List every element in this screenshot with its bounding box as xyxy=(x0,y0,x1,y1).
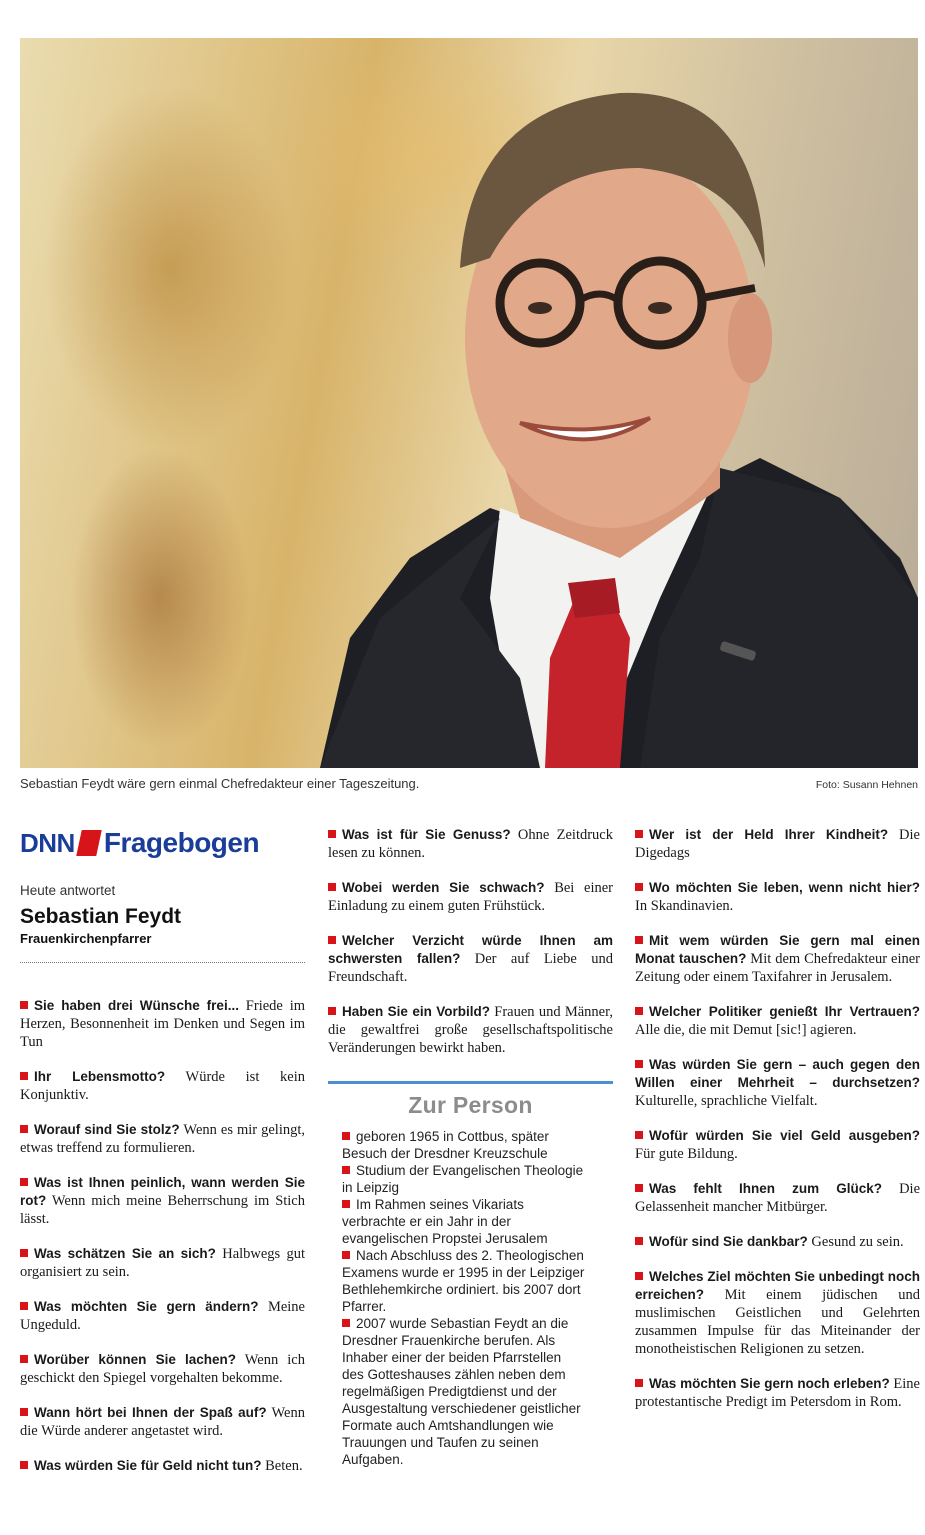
red-square-bullet-icon xyxy=(342,1132,350,1140)
question-text: Was würden Sie für Geld nicht tun? xyxy=(34,1458,262,1473)
answer-text: Mit dem Chefredakteur einer Zeitung oder einem Taxifahrer in Jerusalem. xyxy=(635,951,920,985)
answer-text: Friede im Herzen, Besonnenheit im Denken und Segen im Tun xyxy=(20,998,306,1050)
section-title: Fragebogen xyxy=(103,827,260,858)
column-left xyxy=(20,826,305,1492)
red-square-bullet-icon xyxy=(20,1001,28,1009)
qa-item xyxy=(635,1127,920,1163)
column-right xyxy=(635,826,920,1428)
question-text: Worüber können Sie lachen? xyxy=(34,1352,237,1367)
question-text: Wofür würden Sie viel Geld ausgeben? xyxy=(649,1128,920,1143)
answer-text: Beten. xyxy=(261,1458,303,1474)
question-text: Wo möchten Sie leben, wenn nicht hier? xyxy=(649,880,920,895)
red-square-bullet-icon xyxy=(635,830,643,838)
qa-item xyxy=(20,1404,305,1440)
qa-item xyxy=(20,1457,305,1475)
qa-item xyxy=(328,826,613,862)
red-square-bullet-icon xyxy=(342,1166,350,1174)
qa-item xyxy=(635,1180,920,1216)
zur-person-text: Im Rahmen seines Vikariats verbrachte er ein Jahr in der evangelischen Propstei Jerusalem xyxy=(342,1197,548,1246)
qa-item xyxy=(635,932,920,986)
red-square-bullet-icon xyxy=(20,1072,28,1080)
question-text: Worauf sind Sie stolz? xyxy=(34,1122,180,1137)
qa-item xyxy=(20,1174,305,1228)
question-text: Ihr Lebensmotto? xyxy=(34,1069,166,1084)
answer-text: Halbwegs gut organisiert zu sein. xyxy=(20,1246,306,1280)
red-square-bullet-icon xyxy=(635,1007,643,1015)
red-square-bullet-icon xyxy=(328,1007,336,1015)
qa-item xyxy=(328,1003,613,1057)
portrait-photo xyxy=(20,38,918,768)
red-square-bullet-icon xyxy=(342,1200,350,1208)
red-square-bullet-icon xyxy=(20,1461,28,1469)
qa-item xyxy=(635,1268,920,1358)
answer-text: Frauen und Männer, die gewaltfrei große gesellschaftspolitische Veränderungen bewirkt haben. xyxy=(328,1004,613,1056)
question-text: Was ist für Sie Genuss? xyxy=(342,827,511,842)
qa-item xyxy=(328,932,613,986)
question-text: Was würden Sie gern – auch gegen den Willen einer Mehrheit – durchsetzen? xyxy=(635,1057,920,1090)
qa-list-middle xyxy=(328,826,613,1057)
qa-list-right xyxy=(635,826,920,1411)
answer-text: Die Gelassenheit mancher Mitbürger. xyxy=(635,1181,921,1215)
question-text: Was ist Ihnen peinlich, wann werden Sie rot? xyxy=(20,1175,305,1208)
red-square-bullet-icon xyxy=(635,883,643,891)
answer-text: Der auf Liebe und Freundschaft. xyxy=(328,951,613,985)
qa-item xyxy=(20,1351,305,1387)
portrait-illustration xyxy=(20,38,918,768)
answer-text: Die Digedags xyxy=(635,827,920,861)
brand-mark-icon xyxy=(76,830,102,856)
question-text: Was möchten Sie gern noch erleben? xyxy=(649,1376,890,1391)
zur-person-text: Nach Abschluss des 2. Theologischen Examens wurde er 1995 in der Leipziger Bethlehemkirche ordiniert. bis 2007 dort Pfarrer. xyxy=(342,1248,585,1314)
qa-item xyxy=(635,1003,920,1039)
red-square-bullet-icon xyxy=(328,936,336,944)
question-text: Welcher Politiker genießt Ihr Vertrauen? xyxy=(649,1004,920,1019)
zur-person-text: geboren 1965 in Cottbus, später Besuch der Dresdner Kreuzschule xyxy=(342,1129,549,1161)
qa-item xyxy=(20,1245,305,1281)
red-square-bullet-icon xyxy=(342,1251,350,1259)
zur-person-item xyxy=(342,1247,585,1315)
qa-list-left xyxy=(20,997,305,1475)
red-square-bullet-icon xyxy=(328,830,336,838)
answer-text: Wenn es mir gelingt, etwas treffend zu formulieren. xyxy=(20,1122,306,1156)
red-square-bullet-icon xyxy=(342,1319,350,1327)
qa-item xyxy=(635,1375,920,1411)
question-text: Was fehlt Ihnen zum Glück? xyxy=(649,1181,883,1196)
qa-item xyxy=(20,1298,305,1334)
answer-text: In Skandinavien. xyxy=(635,898,734,914)
red-square-bullet-icon xyxy=(635,1131,643,1139)
red-square-bullet-icon xyxy=(635,936,643,944)
red-square-bullet-icon xyxy=(20,1178,28,1186)
question-text: Was schätzen Sie an sich? xyxy=(34,1246,216,1261)
qa-item xyxy=(20,1121,305,1157)
red-square-bullet-icon xyxy=(635,1379,643,1387)
zur-person-item xyxy=(342,1315,585,1468)
question-text: Mit wem würden Sie gern mal einen Monat tauschen? xyxy=(635,933,920,966)
answer-text: Bei einer Einladung zu einem guten Frühstück. xyxy=(328,880,613,914)
answer-text: Ohne Zeitdruck lesen zu können. xyxy=(328,827,613,861)
red-square-bullet-icon xyxy=(20,1302,28,1310)
answer-text: Alle die, die mit Demut [sic!] agieren. xyxy=(635,1022,857,1038)
question-text: Wobei werden Sie schwach? xyxy=(342,880,545,895)
red-square-bullet-icon xyxy=(20,1125,28,1133)
answer-text: Für gute Bildung. xyxy=(635,1146,738,1162)
dotted-divider xyxy=(20,962,305,963)
qa-item xyxy=(20,1068,305,1104)
question-text: Wofür sind Sie dankbar? xyxy=(649,1234,808,1249)
question-text: Welcher Verzicht würde Ihnen am schwersten fallen? xyxy=(328,933,613,966)
question-text: Welches Ziel möchten Sie unbedingt noch erreichen? xyxy=(635,1269,920,1302)
red-square-bullet-icon xyxy=(635,1060,643,1068)
zur-person-list xyxy=(328,1128,613,1468)
zur-person-item xyxy=(342,1162,585,1196)
person-role: Frauenkirchenpfarrer xyxy=(20,931,152,946)
qa-item xyxy=(635,879,920,915)
qa-item xyxy=(635,826,920,862)
brand-header xyxy=(20,826,305,860)
red-square-bullet-icon xyxy=(20,1249,28,1257)
red-square-bullet-icon xyxy=(20,1355,28,1363)
brand-logo: DNN xyxy=(20,828,75,858)
zur-person-text: Studium der Evangelischen Theologie in Leipzig xyxy=(342,1163,584,1195)
answer-text: Gesund zu sein. xyxy=(807,1234,904,1250)
question-text: Wann hört bei Ihnen der Spaß auf? xyxy=(34,1405,267,1420)
qa-item xyxy=(635,1056,920,1110)
column-middle xyxy=(328,826,613,1468)
answer-text: Eine protestantische Predigt im Petersdom in Rom. xyxy=(635,1376,920,1410)
person-name: Sebastian Feydt xyxy=(20,905,182,928)
qa-item xyxy=(635,1233,920,1251)
red-square-bullet-icon xyxy=(20,1408,28,1416)
zur-person-item xyxy=(342,1196,585,1247)
qa-item xyxy=(328,879,613,915)
red-square-bullet-icon xyxy=(635,1237,643,1245)
red-square-bullet-icon xyxy=(635,1272,643,1280)
red-square-bullet-icon xyxy=(635,1184,643,1192)
answer-text: Wenn mich meine Beherrschung im Stich lässt. xyxy=(20,1193,305,1227)
intro-text: Heute antwortet xyxy=(20,883,116,898)
question-text: Wer ist der Held Ihrer Kindheit? xyxy=(649,827,889,842)
answer-text: Mit einem jüdischen und muslimischen Geistlichen und Gelehrten zusammen Impulse für das Miteinander der monotheistischen Religionen zu setzen. xyxy=(635,1287,920,1357)
zur-person-heading: Zur Person xyxy=(328,1081,613,1114)
red-square-bullet-icon xyxy=(328,883,336,891)
answer-text: Würde ist kein Konjunktiv. xyxy=(20,1069,306,1103)
answer-text: Meine Ungeduld. xyxy=(20,1299,305,1333)
question-text: Was möchten Sie gern ändern? xyxy=(34,1299,259,1314)
answer-text: Kulturelle, sprachliche Vielfalt. xyxy=(635,1093,818,1109)
qa-item xyxy=(20,997,305,1051)
zur-person-item xyxy=(342,1128,585,1162)
answer-text: Wenn die Würde anderer angetastet wird. xyxy=(20,1405,305,1439)
answer-text: Wenn ich geschickt den Spiegel vorgehalten bekomme. xyxy=(20,1352,305,1386)
photo-credit: Foto: Susann Hehnen xyxy=(815,779,918,791)
question-text: Haben Sie ein Vorbild? xyxy=(342,1004,490,1019)
zur-person-text: 2007 wurde Sebastian Feydt an die Dresdner Frauenkirche berufen. Als Inhaber einer der beiden Pfarrstellen des Gotteshauses zählen neben dem regelmäßigen Predigtdienst und der Ausgestaltung verschiedener geistlicher Formate auch Amtshandlungen wie Trauungen und Taufen zu seinen Aufgaben. xyxy=(342,1316,581,1467)
photo-caption: Sebastian Feydt wäre gern einmal Chefredakteur einer Tageszeitung. xyxy=(20,776,420,791)
question-text: Sie haben drei Wünsche frei... xyxy=(34,998,239,1013)
